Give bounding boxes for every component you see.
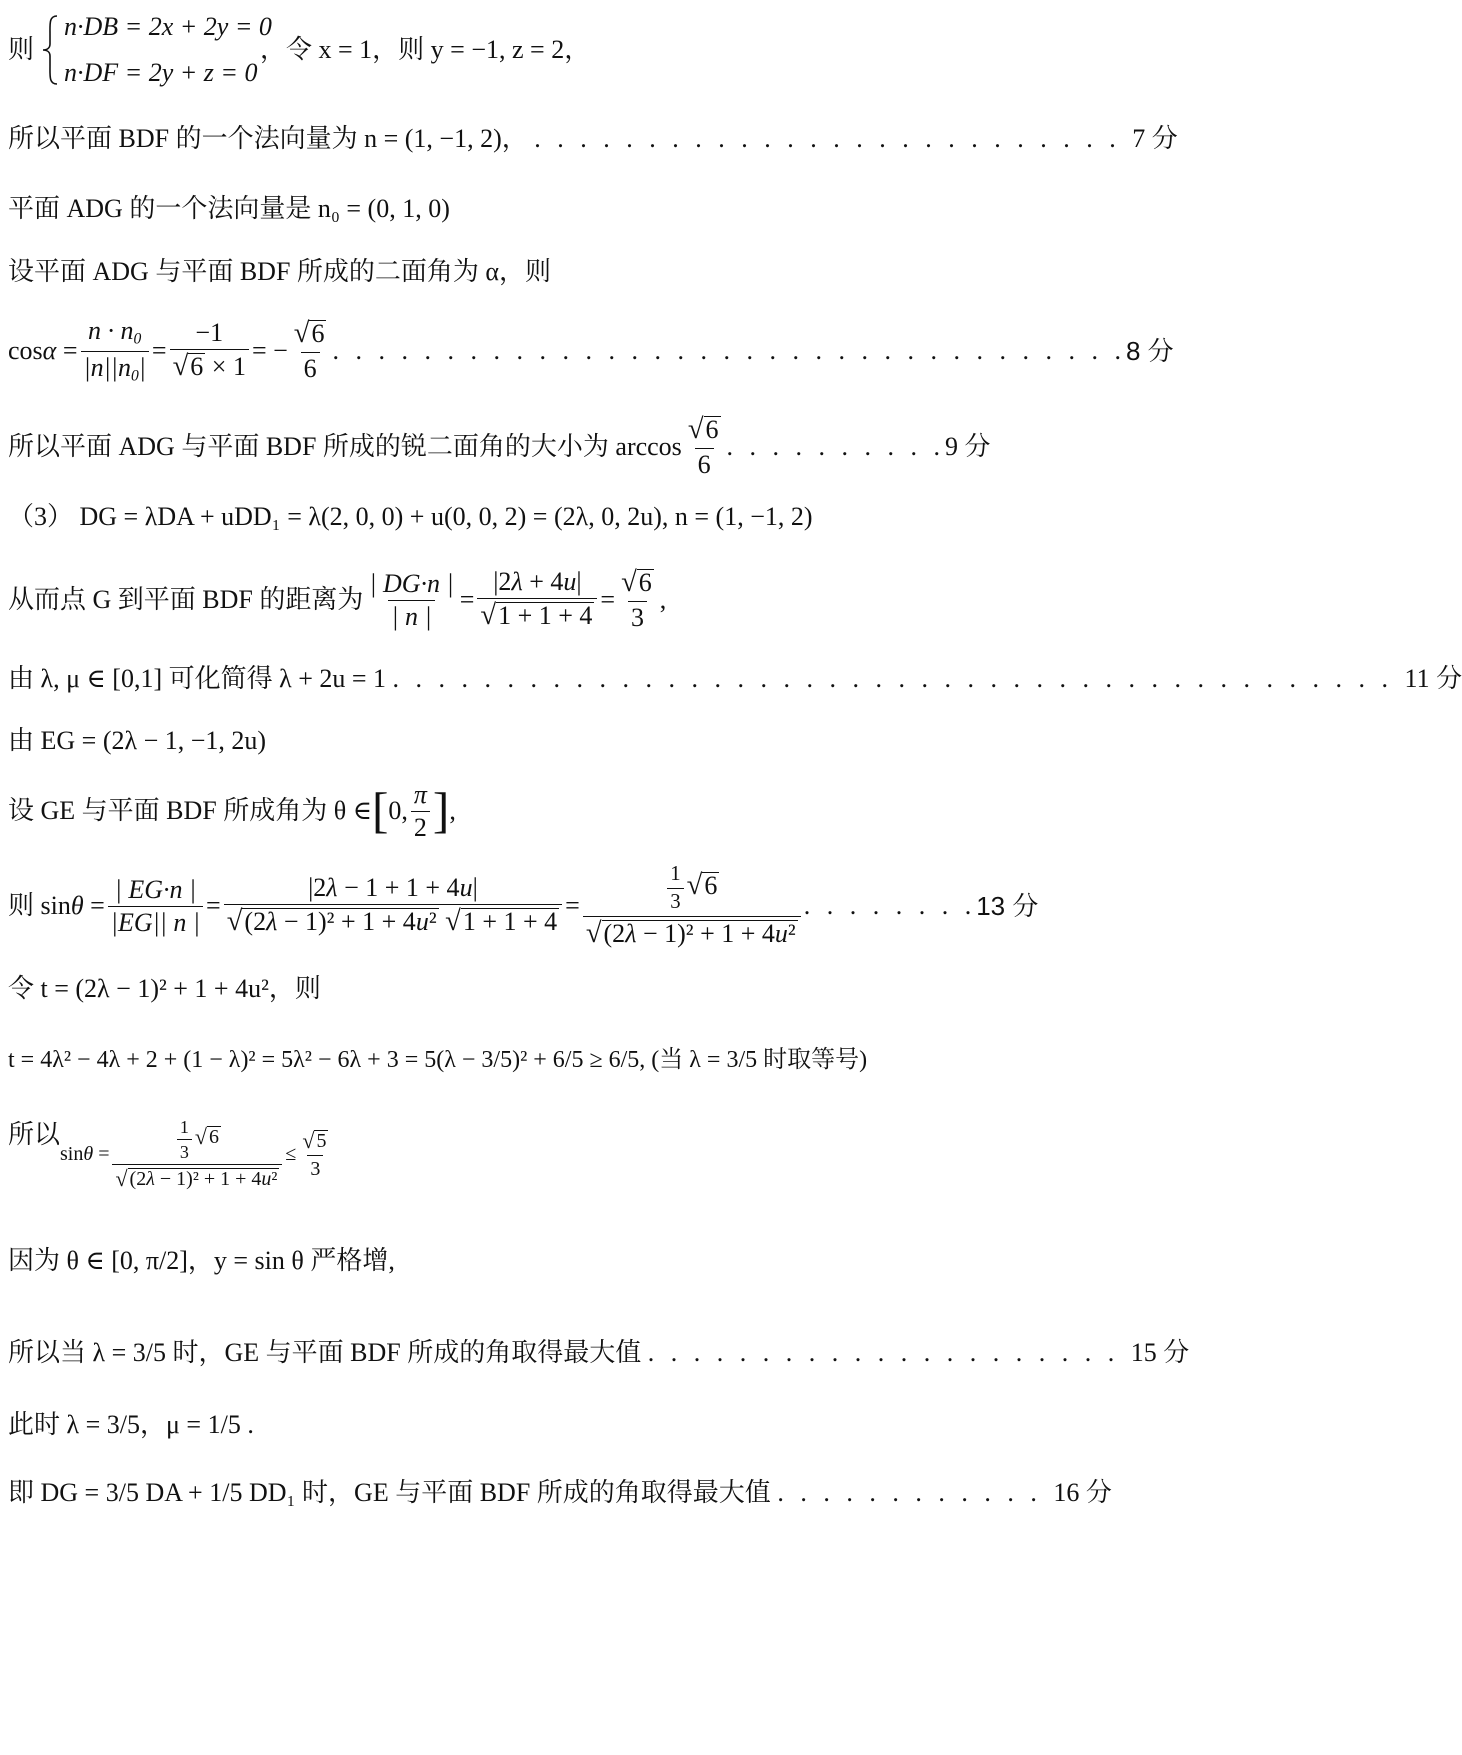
- score-7: 7 分: [1132, 124, 1178, 153]
- score-16: 16 分: [1053, 1478, 1112, 1507]
- line4-text: 设平面 ADG 与平面 BDF 所成的二面角为 α，则: [8, 257, 552, 286]
- dihedral-angle-line: [8, 259, 551, 285]
- simplify-line: [8, 666, 1462, 692]
- normal-vector-adg-line: [8, 196, 450, 222]
- score-11: 11 分: [1404, 664, 1462, 693]
- left-brace-icon: [41, 14, 59, 86]
- cos-alpha-line: cosα = $\frac{n \cdot n_0}{|n||n_0|}$ = −1 √ 6 × 1 = − √ 6 6 . . . . . . . . . . . . . . . . . . . . . . . . . . . . . . . . . . . 8 分: [8, 316, 1174, 385]
- line16-text: 因为 θ ∈ [0, π/2]，y = sin θ 严格增,: [8, 1246, 395, 1275]
- line19-text: 即 DG = 3/5 DA + 1/5 DD₁ 时，GE 与平面 BDF 所成的角取得最大值: [8, 1478, 771, 1507]
- line2-text: 所以平面 BDF 的一个法向量为 n = (1, −1, 2)，: [8, 124, 528, 153]
- line6-text: 所以平面 ADG 与平面 BDF 所成的锐二面角的大小为 arccos: [8, 432, 682, 461]
- leader-dots: . . . . . . . . . . . . . . . . . . . . . . . . . . . . . . . . . . . . . . . . . . . .: [392, 664, 1405, 693]
- line13-text: 令 t = (2λ − 1)² + 1 + 4u²，则: [8, 974, 321, 1003]
- monotone-line: [8, 1248, 395, 1274]
- part3-vector-line: [8, 504, 813, 530]
- acute-angle-line: [8, 412, 991, 482]
- t-expansion-line: [8, 1048, 867, 1072]
- leader-dots: . . . . . . . .: [803, 891, 977, 920]
- line8-text: 从而点 G 到平面 BDF 的距离为: [8, 585, 364, 614]
- line3-text: 平面 ADG 的一个法向量是 n₀ = (0, 1, 0): [8, 194, 450, 223]
- cos-fraction-3: √ 6 6: [293, 318, 325, 383]
- sin-theta-line: 则 sinθ = $\frac{| EG\cdot n |}{|EG|| n |}$ = |2λ − 1 + 1 + 4u| √ (2λ − 1)² + 1 + 4u² √ 1 + 1 + 4 = $\frac{1}{3}$ √ 6 √ (2λ − 1)² + 1 + 4u² . . . . . . . . 13 分: [8, 861, 1039, 949]
- score-13: 13 分: [976, 891, 1039, 921]
- distance-line: 从而点 G 到平面 BDF 的距离为 $\frac{| DG\cdot n |}{| n |}$ = |2λ + 4u| √ 1 + 1 + 4 = √ 6 3 ,: [8, 567, 667, 632]
- theta-range-line: 设 GE 与平面 BDF 所成角为 θ ∈ [ 0, $\frac{\pi}{2}$ ] ,: [8, 779, 456, 842]
- leader-dots: . . . . . . . . . . . .: [777, 1478, 1054, 1507]
- normal-vector-bdf-line: [8, 126, 1178, 152]
- equation-2: n·DF = 2y + z = 0: [64, 58, 258, 87]
- conclusion-line: [8, 1480, 1112, 1506]
- let-t-line: [8, 976, 321, 1002]
- sin-bound-fraction: $\frac{1}{3}$ √ 6 √ (2λ − 1)² + 1 + 4u²: [112, 1118, 282, 1190]
- leader-dots: . . . . . . . . . . . . . . . . . . . . . . . . . .: [534, 124, 1133, 153]
- leader-dots: . . . . . . . . . .: [726, 432, 946, 461]
- score-15: 15 分: [1130, 1338, 1190, 1367]
- then-label: 则: [8, 35, 35, 64]
- sqrt5-over-3-fraction: √ 5 3: [302, 1127, 327, 1180]
- line9-text: 由 λ, μ ∈ [0,1] 可化简得 λ + 2u = 1: [8, 664, 387, 693]
- sin-fraction-3: $\frac{1}{3}$ √ 6 √ (2λ − 1)² + 1 + 4u²: [583, 864, 801, 948]
- leader-dots: . . . . . . . . . . . . . . . . . . . . .: [647, 1338, 1131, 1367]
- pi-half-fraction: $\frac{\pi}{2}$: [411, 782, 430, 841]
- cos-fraction-1: $\frac{n \cdot n_0}{|n||n_0|}$: [81, 318, 149, 384]
- arccos-fraction: √ 6 6: [687, 414, 719, 479]
- distance-fraction-3: √ 6 3: [621, 567, 652, 632]
- score-9: 9 分: [945, 432, 991, 461]
- cos-alpha-label: cosα =: [8, 336, 78, 365]
- eg-vector-line: [8, 728, 266, 754]
- sin-fraction-1: $\frac{| EG\cdot n |}{|EG|| n |}$: [108, 877, 203, 936]
- line1-rest: ，令 x = 1，则 y = −1, z = 2，: [260, 35, 591, 64]
- line17-text: 所以当 λ = 3/5 时，GE 与平面 BDF 所成的角取得最大值: [8, 1338, 642, 1367]
- line11-text: 设 GE 与平面 BDF 所成角为 θ ∈: [8, 796, 372, 825]
- cos-fraction-2: −1 √ 6 × 1: [170, 320, 249, 382]
- sin-fraction-2: |2λ − 1 + 1 + 4u| √ (2λ − 1)² + 1 + 4u² √ 1 + 1 + 4: [224, 875, 562, 937]
- line10-text: 由 EG = (2λ − 1, −1, 2u): [8, 726, 267, 755]
- distance-fraction-2: |2λ + 4u| √ 1 + 1 + 4: [477, 569, 597, 631]
- sin-bound-line: 所以 sinθ = $\frac{1}{3}$ √ 6 √ (2λ − 1)² + 1 + 4u² ≤ √ 5 3: [8, 1108, 334, 1200]
- distance-fraction-1: $\frac{| DG\cdot n |}{| n |}$: [369, 568, 454, 631]
- line7-text: （3） DG = λDA + uDD₁ = λ(2, 0, 0) + u(0, 0, 2) = (2λ, 0, 2u), n = (1, −1, 2): [8, 502, 813, 531]
- line14-text: t = 4λ² − 4λ + 2 + (1 − λ)² = 5λ² − 6λ + 3 = 5(λ − 3/5)² + 6/5 ≥ 6/5, (当 λ = 3/5 时取等号): [8, 1047, 868, 1073]
- equation-1: n·DB = 2x + 2y = 0: [64, 12, 272, 41]
- line15-text: 所以: [8, 1120, 61, 1149]
- score-8: 8 分: [1125, 336, 1174, 366]
- leader-dots: . . . . . . . . . . . . . . . . . . . . . . . . . . . . . . . . . . .: [332, 336, 1126, 365]
- line18-text: 此时 λ = 3/5，μ = 1/5 .: [8, 1410, 254, 1439]
- max-angle-line: [8, 1340, 1189, 1366]
- lambda-mu-values-line: [8, 1412, 254, 1438]
